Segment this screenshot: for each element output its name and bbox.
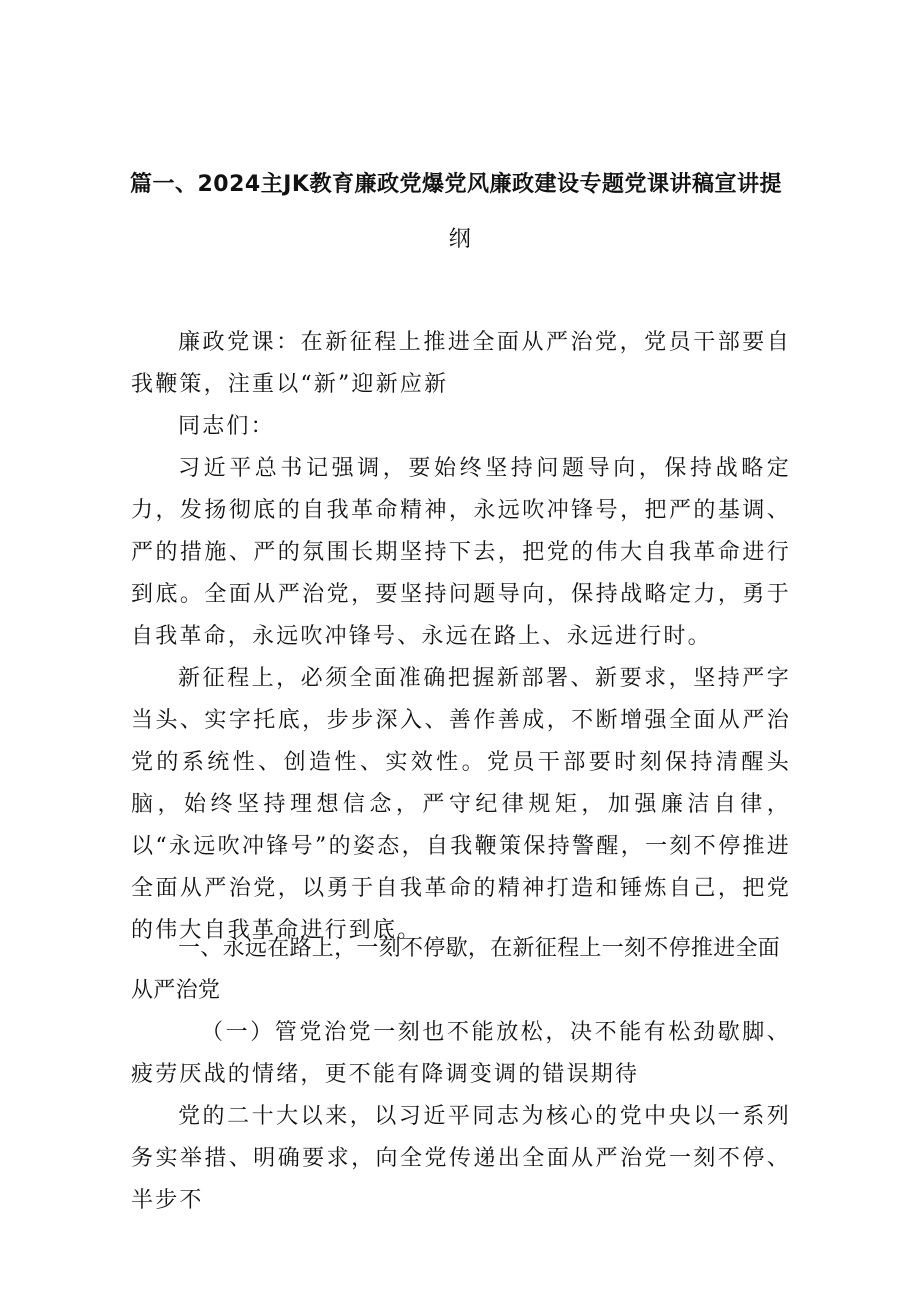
document-title-continuation: 纲 [448, 227, 472, 252]
subsection-heading-1: （一）管党治党一刻也不能放松，决不能有松劲歇脚、疲劳厌战的情绪，更不能有降调变调的错误期待 [131, 1020, 791, 1087]
paragraph-since-congress: 党的二十大以来，以习近平同志为核心的党中央以一系列务实举措、明确要求，向全党传递出全面从严治党一刻不停、半步不 [131, 1104, 791, 1213]
paragraph-new-journey: 新征程上，必须全面准确把握新部署、新要求，坚持严字当头、实字托底，步步深入、善作善成，不断增强全面从严治党的系统性、创造性、实效性。党员干部要时刻保持清醒头脑，始终坚持理想信念，严守纪律规矩，加强廉洁自律，以“永远吹冲锋号”的姿态，自我鞭策保持警醒，一刻不停推进全面从严治党，以勇于自我革命的精神打造和锤炼自己，把党的伟大自我革命进行到底。 [131, 666, 791, 943]
salutation: 同志们： [178, 414, 275, 439]
section-heading-1: 一、永远在路上，一刻不停歇，在新征程上一刻不停推进全面从严治党 [131, 936, 781, 1003]
document-title: 篇一、2024主JK教育廉政党爆党风廉政建设专题党课讲稿宣讲提 [130, 172, 782, 197]
paragraph-intro: 习近平总书记强调，要始终坚持问题导向，保持战略定力，发扬彻底的自我革命精神，永远吹冲锋号，把严的基调、严的措施、严的氛围长期坚持下去，把党的伟大自我革命进行到底。全面从严治党，要坚持问题导向，保持战略定力，勇于自我革命，永远吹冲锋号、永远在路上、永远进行时。 [131, 456, 791, 649]
lecture-subtitle: 廉政党课：在新征程上推进全面从严治党，党员干部要自我鞭策，注重以“新”迎新应新 [131, 330, 791, 397]
